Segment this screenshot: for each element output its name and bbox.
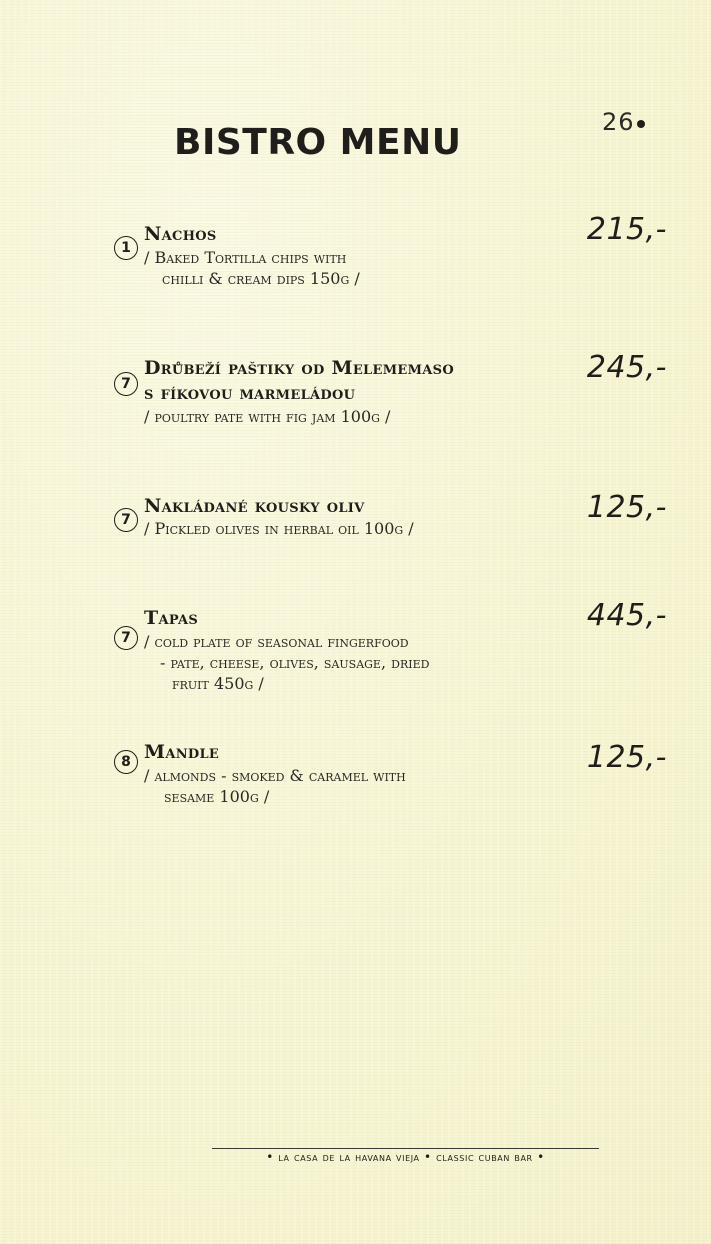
item-desc-line: chilli & cream dips 150g /	[162, 269, 360, 288]
item-desc-line: / almonds - smoked & caramel with	[144, 766, 406, 785]
item-name-line: Tapas	[144, 607, 199, 629]
allergen-badge: 8	[114, 750, 138, 774]
item-name-line: s fíkovou marmeládou	[144, 382, 356, 404]
allergen-badge: 7	[114, 508, 138, 532]
item-desc-line: / Pickled olives in herbal oil 100g /	[144, 519, 414, 538]
item-price: 445,-	[586, 598, 667, 633]
item-desc-line: / Baked Tortilla chips with	[144, 248, 347, 267]
item-desc-line: / poultry pate with fig jam 100g /	[144, 407, 391, 426]
item-name	[144, 494, 365, 519]
page-number	[602, 108, 645, 136]
item-desc-line: sesame 100g /	[164, 787, 270, 806]
item-description	[144, 765, 406, 807]
item-description	[144, 631, 429, 694]
item-desc-line: - pate, cheese, olives, sausage, dried	[160, 653, 430, 672]
item-desc-line: fruit 450g /	[172, 674, 264, 693]
item-description	[144, 247, 360, 289]
page-number-dot-icon	[637, 120, 645, 128]
item-name-line: Drůbeží paštiky od Melememaso	[144, 357, 454, 379]
page-number-value: 26	[602, 108, 635, 136]
item-description	[144, 518, 414, 539]
item-name	[144, 740, 219, 765]
item-description	[144, 406, 390, 427]
allergen-badge: 7	[114, 372, 138, 396]
menu-title: BISTRO MENU	[174, 122, 462, 163]
item-name	[144, 606, 198, 631]
item-price: 245,-	[586, 350, 667, 385]
item-name-line: Nachos	[144, 223, 217, 245]
item-name	[144, 356, 454, 406]
item-price: 215,-	[586, 212, 667, 247]
allergen-badge: 7	[114, 626, 138, 650]
item-name	[144, 222, 217, 247]
item-price: 125,-	[586, 740, 667, 775]
item-price: 125,-	[586, 490, 667, 525]
footer-divider	[212, 1148, 599, 1149]
item-desc-line: / cold plate of seasonal fingerfood	[144, 632, 409, 651]
item-name-line: Nakládané kousky oliv	[144, 495, 365, 517]
footer-tagline: • la casa de la havana vieja • classic cuban bar •	[266, 1150, 545, 1164]
item-name-line: Mandle	[144, 741, 220, 763]
allergen-badge: 1	[114, 236, 138, 260]
